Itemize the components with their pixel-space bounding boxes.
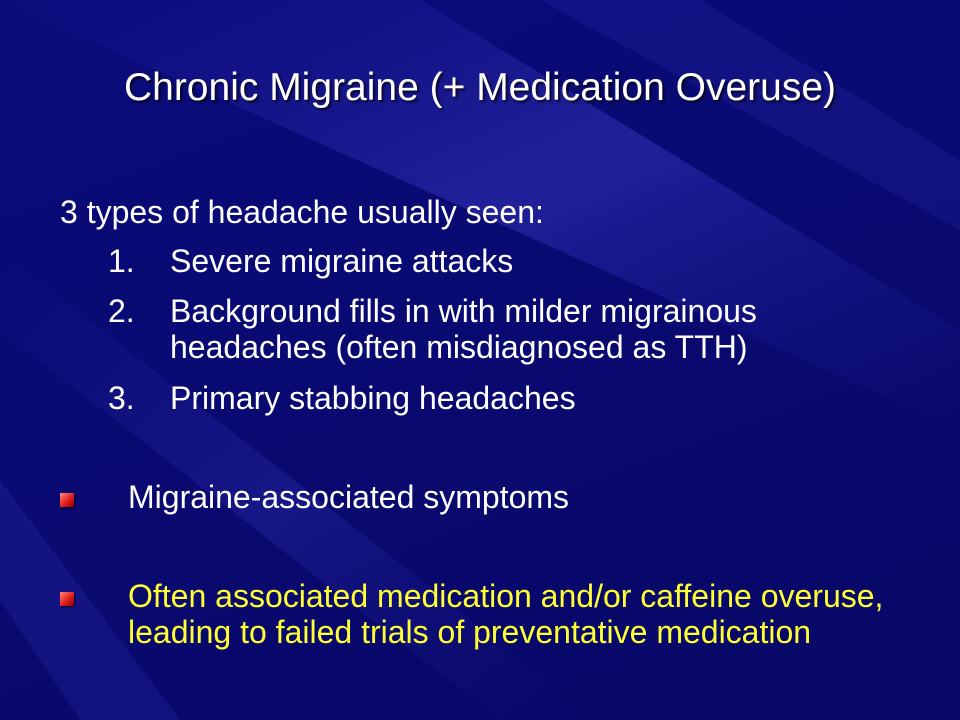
item-number: 2. [108,293,135,329]
square-bullet-icon [60,493,74,507]
item-number: 1. [108,243,135,279]
bullet-text: Often associated medication and/or caffeine overuse, leading to failed trials of preventative medication [128,578,884,650]
item-text: Primary stabbing headaches [170,380,576,416]
intro-text: 3 types of headache usually seen: [60,194,544,230]
item-text: Severe migraine attacks [170,243,514,279]
bullet-text: Migraine-associated symptoms [128,479,570,515]
square-bullet-icon [60,592,74,606]
slide-title: Chronic Migraine (+ Medication Overuse) [123,66,837,109]
item-text: Background fills in with milder migrainous headaches (often misdiagnosed as TTH) [170,293,757,365]
item-number: 3. [108,380,135,416]
